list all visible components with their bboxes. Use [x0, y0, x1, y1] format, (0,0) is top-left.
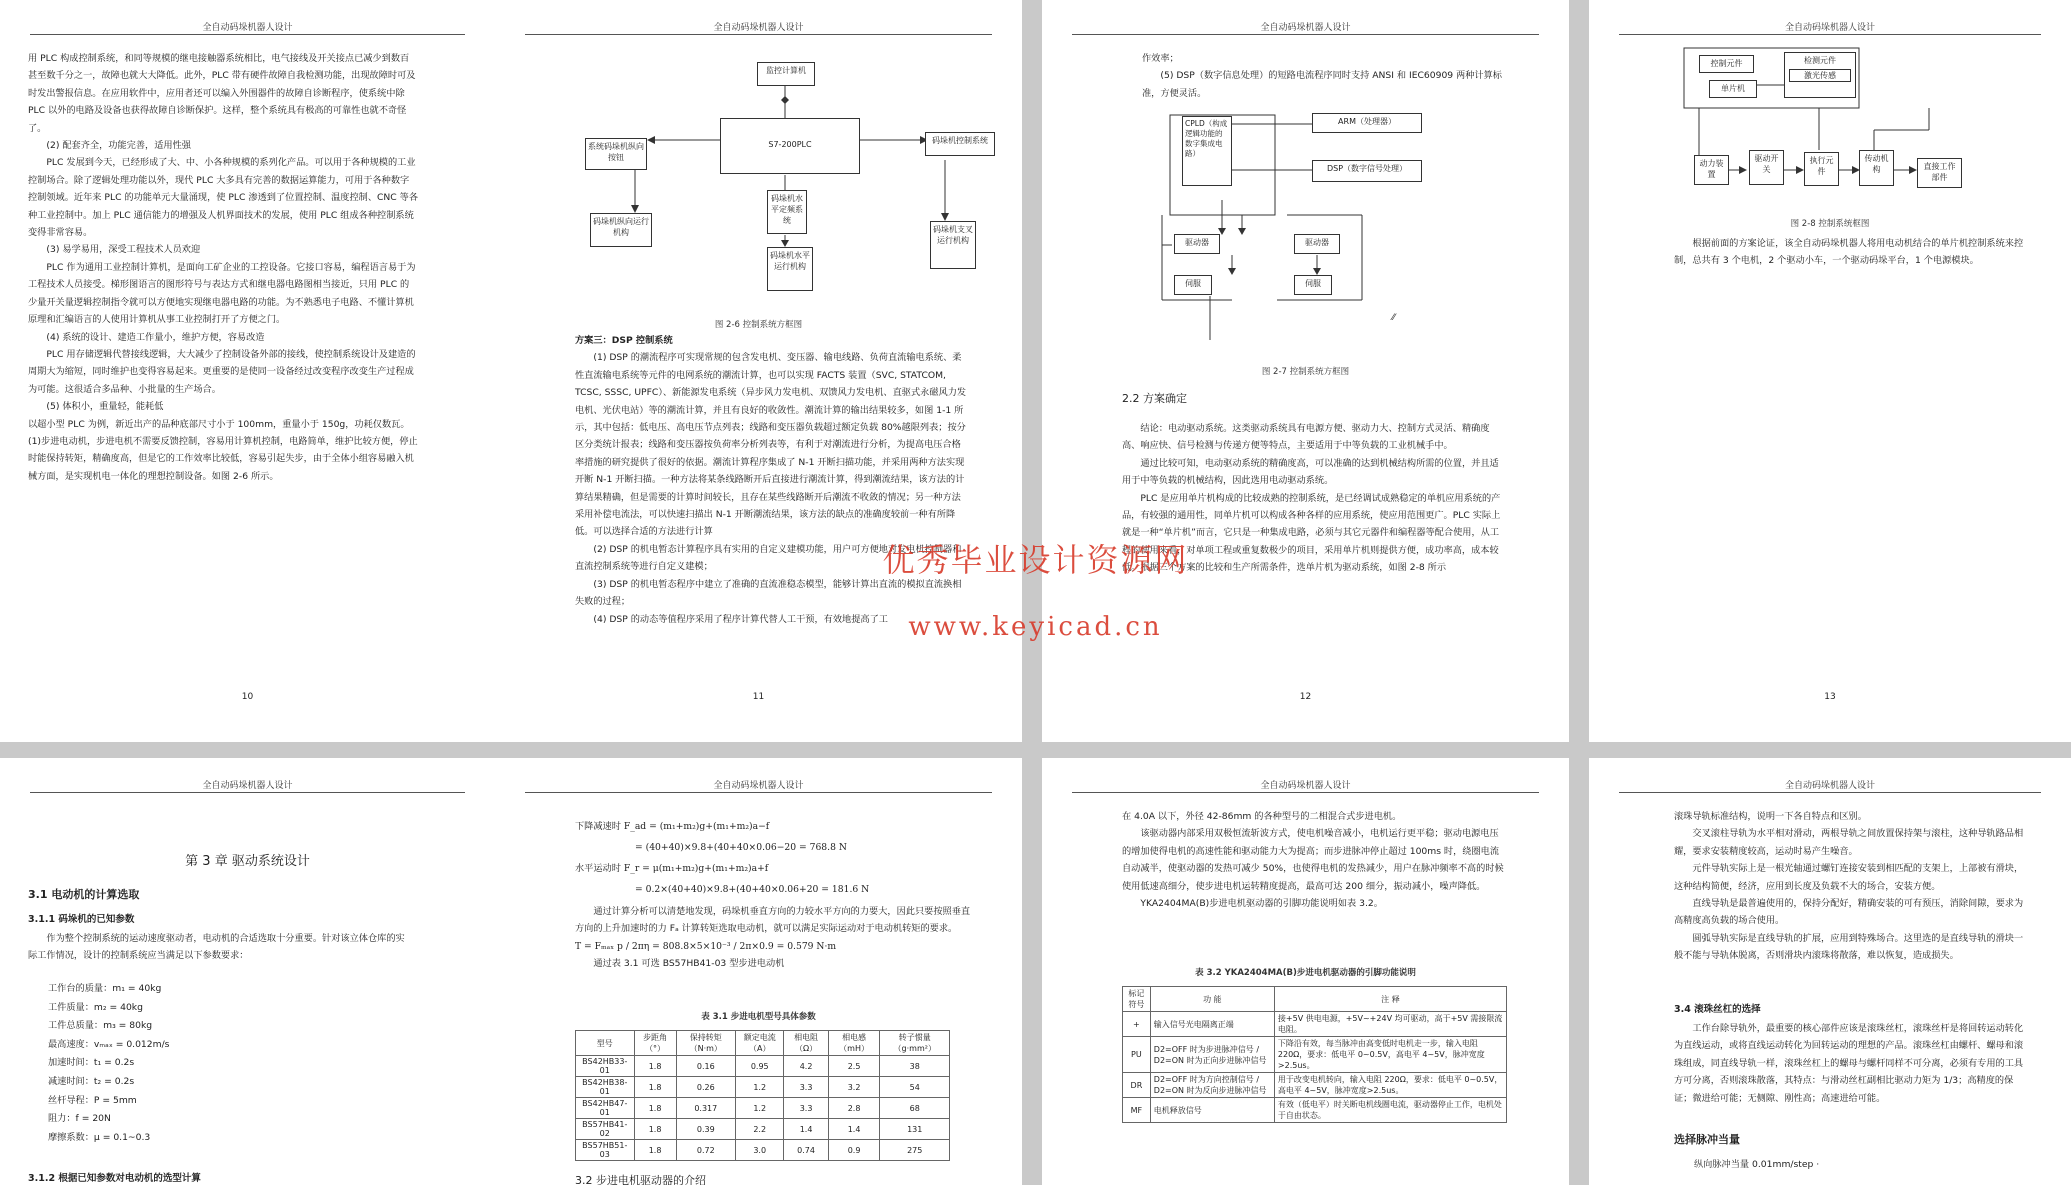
- table-cell: MF: [1123, 1098, 1151, 1123]
- table-cell: 3.3: [784, 1077, 828, 1098]
- table-cell: BS42HB38-01: [576, 1077, 635, 1098]
- paragraph: PLC 用存储逻辑代替接线逻辑，大大减少了控制设备外部的接线，使控制系统设计及建造的周期大为缩短，同时维护也变得容易起来。更重要的是使同一设备经过改变程序改变生产过程成为可能。这很适合多品种、小批量的生产场合。: [28, 348, 416, 395]
- parameter-item: 工作台的质量：m₁ = 40kg: [48, 983, 162, 994]
- table-header-cell: 标记符号: [1123, 987, 1151, 1012]
- svg-text:⁄⁄: ⁄⁄: [1392, 313, 1396, 323]
- page-number: 12: [1299, 692, 1312, 702]
- motor-spec-table: [575, 1030, 950, 1161]
- table-cell: 0.9: [828, 1140, 880, 1161]
- detect-element-box: [1784, 52, 1856, 98]
- table-cell: 275: [880, 1140, 950, 1161]
- cpld-box: CPLD（构成逻辑功能的数字集成电路）: [1182, 116, 1232, 186]
- section-heading: 3.2 步进电机驱动器的介绍: [575, 1174, 706, 1185]
- table-cell: 输入信号光电隔离正端: [1150, 1012, 1274, 1037]
- servo-2-box: 伺服: [1294, 275, 1332, 295]
- header-divider: [1072, 792, 1539, 793]
- table-cell: PU: [1123, 1037, 1151, 1073]
- table-cell: +: [1123, 1012, 1151, 1037]
- list-heading: (2) 配套齐全，功能完善，适用性强: [46, 140, 191, 152]
- table-cell: 131: [880, 1119, 950, 1140]
- horizontal-mechanism-box: 码垛机水平运行机构: [767, 247, 813, 291]
- page-17: [1589, 758, 2071, 1185]
- table-header-cell: 相电感（mH）: [828, 1031, 880, 1056]
- paragraph: (4) DSP 的动态等值程序采用了程序计算代替人工干预，有效地提高了工: [593, 613, 888, 625]
- formula: T = Fₘₐₓ p / 2πη = 808.8×5×10⁻³ / 2π×0.9 = 0.579 N·m: [575, 940, 837, 952]
- formula-block: [575, 816, 975, 900]
- table-header-cell: 保持转矩（N·m）: [676, 1031, 735, 1056]
- table-cell: BS42HB33-01: [576, 1056, 635, 1077]
- paragraph: 直线导轨是最普遍使用的，保持分配好，精确安装的可有预压，消除间隙，要求为高精度高负载的场合使用。: [1674, 898, 2024, 927]
- table-cell: 1.2: [735, 1098, 784, 1119]
- page-16: [1042, 758, 1569, 1185]
- mcu-diagram-lines: [1589, 0, 2071, 220]
- paragraph: (3) DSP 的机电暂态程序中建立了准确的直流准稳态模型，能够计算出直流的模拟直流换相失败的过程；: [575, 578, 962, 608]
- table-cell: 0.72: [676, 1140, 735, 1161]
- driver-1-box: 驱动器: [1174, 234, 1220, 254]
- table-cell: BS42HB47-01: [576, 1098, 635, 1119]
- figure-caption: 图 2-6 控制系统方框图: [714, 320, 803, 330]
- table-header-cell: 步距角（°）: [634, 1031, 676, 1056]
- watermark-text: 优秀毕业设计资源网: [882, 541, 1189, 579]
- page-17-body-2: [1674, 1020, 2029, 1107]
- watermark-url: www.keyicad.cn: [908, 612, 1163, 642]
- parameter-item: 摩擦系数：μ = 0.1~0.3: [48, 1131, 151, 1143]
- page-15-body: [575, 903, 975, 973]
- header-divider: [30, 34, 465, 35]
- parameter-item: 丝杆导程：P = 5mm: [48, 1094, 137, 1106]
- table-cell: 有效（低电平）时关断电机线圈电流，驱动器停止工作，电机处于自由状态。: [1274, 1098, 1506, 1123]
- page-17-body: [1674, 808, 2029, 965]
- table-cell: 1.2: [735, 1077, 784, 1098]
- table-cell: 用于改变电机转向，输入电阻 220Ω，要求：低电平 0~0.5V，高电平 4~5V，脉冲宽度>2.5us。: [1274, 1073, 1506, 1098]
- table-cell: 接+5V 供电电源，+5V~+24V 均可驱动，高于+5V 需接限流电阻。: [1274, 1012, 1506, 1037]
- transmission-box: 传动机构: [1859, 150, 1894, 186]
- page-header: 全自动码垛机器人设计: [202, 781, 293, 791]
- table-header-cell: 额定电流（A）: [735, 1031, 784, 1056]
- list-heading: (5) 体积小，重量轻，能耗低: [46, 401, 164, 413]
- page-header: 全自动码垛机器人设计: [713, 781, 804, 791]
- dsp-diagram-lines: [1042, 0, 1569, 360]
- paragraph: 作为整个控制系统的运动速度驱动者，电动机的合适选取十分重要。针对该立体仓库的实际工作情况，设计的控制系统应当满足以下参数要求：: [28, 933, 405, 962]
- table-cell: D2=OFF 时为步进脉冲信号 / D2=ON 时为正向步进脉冲信号: [1150, 1037, 1274, 1073]
- monitor-computer-box: 监控计算机: [757, 62, 815, 86]
- paragraph: 以超小型 PLC 为例，新近出产的品种底部尺寸小于 100mm，重量小于 150g，功耗仅数瓦。(1)步进电动机，步进电机不需要反馈控制，容易用计算机控制，电路简单，维护比较方便，停止时能保持转矩，精确度高，但是它的工作效率比较低，容易引起失步，由于全体小组容易融入机械方面，是实现机电一体化的理想控制设备。如图 2-6 所示。: [28, 418, 418, 482]
- paragraph: 结论：电动驱动系统。这类驱动系统具有电源方便、驱动力大、控制方式灵活、精确度高、响应快、信号检测与传递方便等特点，主要适用于中等负载的工业机械手中。: [1122, 423, 1490, 452]
- page-header: 全自动码垛机器人设计: [1784, 23, 1875, 33]
- page-header: 全自动码垛机器人设计: [1260, 781, 1351, 791]
- vertical-button-box: 系统码垛机纵向按钮: [585, 138, 647, 170]
- table-row: [1123, 1098, 1507, 1123]
- drive-switch-box: 驱动开关: [1749, 150, 1784, 185]
- chapter-title: 第 3 章 驱动系统设计: [185, 854, 310, 869]
- page-10-body: [28, 50, 418, 485]
- parameter-item: 阻力：f = 20N: [48, 1113, 111, 1125]
- paragraph: 该驱动器内部采用双极恒流斩波方式，使电机噪音减小，电机运行更平稳；驱动电源电压的增加使得电机的高速性能和驱动能力大为提高；而步进脉冲停止超过 100ms 时，绕圈电流自动减半，使驱动器的发热可减少 50%，也使得电机的发热减少，用户在脉冲频率不高的时候使用低速高细分，使步进电机运转精度提高，最高可达 200 细分，振动减小，噪声降低。: [1122, 828, 1504, 892]
- table-cell: 0.16: [676, 1056, 735, 1077]
- table-row: [576, 1077, 950, 1098]
- page-header: 全自动码垛机器人设计: [202, 23, 293, 33]
- header-divider: [1619, 792, 2041, 793]
- parameter-item: 减速时间：t₂ = 0.2s: [48, 1075, 135, 1087]
- table-cell: 1.8: [634, 1098, 676, 1119]
- table-caption: 表 3.2 YKA2404MA(B)步进电机驱动器的引脚功能说明: [1195, 968, 1416, 978]
- paragraph: 交叉滚柱导轨为水平相对滑动，两根导轨之间放置保持架与滚柱，这种导轨路品相耀，要求安装精度较高，运动时易产生噪音。: [1674, 828, 2024, 857]
- fork-mechanism-box: 码垛机支叉运行机构: [930, 221, 976, 269]
- section-heading: 2.2 方案确定: [1122, 392, 1187, 405]
- actuator-box: 执行元件: [1804, 152, 1839, 186]
- parameter-item: 最高速度：vₘₐₓ = 0.012m/s: [48, 1038, 170, 1050]
- section-heading: 3.4 滚珠丝杠的选择: [1674, 1004, 1761, 1015]
- paragraph: 在 4.0A 以下，外径 42-86mm 的各种型号的二相混合式步进电机。: [1122, 811, 1402, 822]
- vertical-mechanism-box: 码垛机纵向运行机构: [590, 213, 652, 247]
- table-row: [576, 1056, 950, 1077]
- table-cell: 54: [880, 1077, 950, 1098]
- page-14-body: [28, 930, 408, 965]
- table-cell: 2.5: [828, 1056, 880, 1077]
- detect-label: 检测元件: [1804, 56, 1836, 65]
- page-header: 全自动码垛机器人设计: [1784, 781, 1875, 791]
- table-cell: 2.8: [828, 1098, 880, 1119]
- table-row: [1123, 1073, 1507, 1098]
- table-cell: 4.2: [784, 1056, 828, 1077]
- section-heading: 选择脉冲当量: [1674, 1133, 1740, 1146]
- page-16-body: [1122, 808, 1507, 912]
- sensor-label: 激光传感: [1789, 69, 1851, 82]
- table-header-row: [1123, 987, 1507, 1012]
- paragraph: YKA2404MA(B)步进电机驱动器的引脚功能说明如表 3.2。: [1140, 898, 1383, 910]
- formula: 下降减速时 F_ad = (m₁+m₂)g+(m₁+m₂)a−f: [575, 821, 770, 832]
- paragraph: 圆弧导轨实际是直线导轨的扩展，应用到特殊场合。这里选的是直线导轨的滑块一般不能与导轨体脱离，否则滑块内滚珠将散落，难以恢复，造成损失。: [1674, 932, 2024, 962]
- horizontal-freq-box: 码垛机水平定频系统: [767, 190, 807, 234]
- table-cell: 电机释放信号: [1150, 1098, 1274, 1123]
- paragraph: 通过计算分析可以清楚地发现，码垛机垂直方向的力较水平方向的力要大，因此只要按照垂直方向的上升加速时的力 Fₐ 计算转矩选取电动机，就可以满足实际运动对于电动机转矩的要求。: [575, 906, 971, 935]
- stacker-control-box: 码垛机控制系统: [925, 132, 995, 156]
- parameter-item: 加速时间：t₁ = 0.2s: [48, 1057, 135, 1069]
- table-cell: 0.317: [676, 1098, 735, 1119]
- page-number: 13: [1824, 692, 1836, 702]
- paragraph: PLC 作为通用工业控制计算机，是面向工矿企业的工控设备。它接口容易，编程语言易于为工程技术人员接受。梯形图语言的图形符号与表达方式和继电器电路图相当接近，只用 PLC 的少量开关量逻辑控制指令就可以方便地实现继电器电路的功能。为不熟悉电子电路、不懂计算机原理和汇编语言的人使用计算机从事工业控制打开了方便之门。: [28, 261, 416, 326]
- table-header-cell: 注 释: [1274, 987, 1506, 1012]
- table-cell: 0.26: [676, 1077, 735, 1098]
- table-cell: 0.74: [784, 1140, 828, 1161]
- formula: = 0.2×(40+40)×9.8+(40+40×0.06+20 = 181.6 N: [635, 884, 870, 895]
- control-element-box: 控制元件: [1699, 55, 1754, 73]
- paragraph: 作效率；: [1142, 53, 1179, 64]
- table-cell: 38: [880, 1056, 950, 1077]
- table-cell: BS57HB51-03: [576, 1140, 635, 1161]
- table-caption: 表 3.1 步进电机型号具体参数: [701, 1012, 816, 1022]
- table-row: [576, 1119, 950, 1140]
- table-row: [1123, 1037, 1507, 1073]
- header-divider: [525, 792, 992, 793]
- page-11-body: [575, 332, 970, 628]
- plc-box: S7-200PLC: [720, 118, 860, 174]
- table-cell: BS57HB41-02: [576, 1119, 635, 1140]
- paragraph: 用 PLC 构成控制系统，和同等规模的继电接触器系统相比，电气接线及开关接点已减少到数百甚至数千分之一，故障也就大大降低。此外，PLC 带有硬件故障自我检测功能，出现故障时可及时发出警报信息。在应用软件中，应用者还可以编入外围器件的故障自诊断程序，使系统中除 PLC 以外的电路及设备也获得故障自诊断保护。这样，整个系统具有极高的可靠性也就不奇怪了。: [28, 53, 416, 134]
- arm-box: ARM（处理器）: [1312, 113, 1422, 133]
- table-cell: 3.2: [828, 1077, 880, 1098]
- table-cell: 下降沿有效，每当脉冲由高变低时电机走一步，输入电阻 220Ω，要求：低电平 0~0.5V，高电平 4~5V，脉冲宽度>2.5us。: [1274, 1037, 1506, 1073]
- page-15: [495, 758, 1022, 1185]
- table-header-row: [576, 1031, 950, 1056]
- table-row: [576, 1098, 950, 1119]
- table-cell: 1.8: [634, 1140, 676, 1161]
- parameter-item: 工件总质量：m₃ = 80kg: [48, 1020, 153, 1032]
- table-cell: 3.3: [784, 1098, 828, 1119]
- table-cell: DR: [1123, 1073, 1151, 1098]
- subsection-heading: 3.1.1 码垛机的已知参数: [28, 914, 135, 925]
- page-number: 10: [241, 692, 254, 702]
- parameter-item: 工件质量：m₂ = 40kg: [48, 1001, 143, 1013]
- formula: 水平运动时 F_r = μ(m₁+m₂)g+(m₁+m₂)a+f: [575, 863, 769, 874]
- table-header-cell: 相电阻（Ω）: [784, 1031, 828, 1056]
- paragraph: (5) DSP（数字信息处理）的短路电流程序同时支持 ANSI 和 IEC60909 两种计算标准，方便灵活。: [1142, 70, 1502, 99]
- paragraph: 通过比较可知，电动驱动系统的精确度高，可以准确的达到机械结构所需的位置，并且适用于中等负载的机械结构，因此选用电动驱动系统。: [1122, 457, 1499, 487]
- header-divider: [30, 792, 465, 793]
- table-cell: 2.2: [735, 1119, 784, 1140]
- figure-caption: 图 2-7 控制系统方框图: [1261, 367, 1350, 377]
- page-14: [0, 758, 495, 1185]
- formula: = (40+40)×9.8+(40+40×0.06−20 = 768.8 N: [635, 842, 847, 853]
- work-part-box: 直接工作部件: [1917, 158, 1962, 188]
- table-header-cell: 功 能: [1150, 987, 1274, 1012]
- dsp-box: DSP（数字信号处理）: [1312, 160, 1422, 182]
- table-row: [576, 1140, 950, 1161]
- pulse-equivalent: 纵向脉冲当量 0.01mm/step ·: [1694, 1159, 1820, 1170]
- pin-function-table: [1122, 986, 1507, 1123]
- paragraph: PLC 是应用单片机构成的比较成熟的控制系统，是已经调试成熟稳定的单机应用系统的产品，有较强的通用性，同单片机可以构成各种各样的应用系统，使应用范围更广。PLC 实际上就是一种“单片机”而言，它只是一种集成电路，必须与其它元器件和编程器等配合使用，从工程的使用来看，对单项工程或重复数极少的项目，采用单片机则提供方便，成功率高，成本较低。根据三个方案的比较和生产所需条件，选单片机为驱动系统，如图 2-8 所示: [1122, 492, 1501, 574]
- driver-2-box: 驱动器: [1294, 234, 1340, 254]
- parameter-list: [48, 980, 348, 1147]
- paragraph: (2) DSP 的机电暂态计算程序具有实用的自定义建模功能，用户可方便地对发电机控制器和直流控制系统等进行自定义建模；: [575, 543, 962, 573]
- table-row: [1123, 1012, 1507, 1037]
- list-heading: (4) 系统的设计、建造工作量小，维护方便，容易改造: [46, 331, 265, 343]
- table-cell: D2=OFF 时为方向控制信号 / D2=ON 时为反向步进脉冲信号: [1150, 1073, 1274, 1098]
- table-cell: 0.39: [676, 1119, 735, 1140]
- servo-1-box: 伺服: [1174, 275, 1212, 295]
- mcu-box: 单片机: [1709, 80, 1757, 98]
- subsection-heading: 3.1.2 根据已知参数对电动机的选型计算: [28, 1173, 201, 1184]
- table-cell: 1.4: [828, 1119, 880, 1140]
- section-heading: 方案三：DSP 控制系统: [575, 335, 673, 346]
- paragraph: PLC 发展到今天，已经形成了大、中、小各种规模的系列化产品。可以用于各种规模的工业控制场合。除了逻辑处理功能以外，现代 PLC 大多具有完善的数据运算能力，可用于各种数字控制领域。近年来 PLC 的功能单元大量涌现，使 PLC 渗透到了位置控制、温度控制、CNC 等各种工业控制中。加上 PLC 通信能力的增强及人机界面技术的发展，使用 PLC 组成各种控制系统变得非常容易。: [28, 157, 419, 239]
- paragraph: 通过表 3.1 可选 BS57HB41-03 型步进电动机: [593, 958, 785, 970]
- table-cell: 1.4: [784, 1119, 828, 1140]
- paragraph: 滚珠导轨标准结构，说明一下各自特点和区别。: [1674, 811, 1867, 822]
- table-cell: 68: [880, 1098, 950, 1119]
- table-header-cell: 型号: [576, 1031, 635, 1056]
- page-13-body: [1674, 235, 2029, 270]
- table-cell: 1.8: [634, 1077, 676, 1098]
- paragraph: 根据前面的方案论证，该全自动码垛机器人将用电动机结合的单片机控制系统来控制，总共有 3 个电机，2 个驱动小车，一个驱动码垛平台，1 个电源模块。: [1674, 238, 2024, 267]
- page-header: 全自动码垛机器人设计: [1260, 23, 1351, 33]
- figure-caption: 图 2-8 控制系统框图: [1790, 219, 1870, 229]
- list-heading: (3) 易学易用，深受工程技术人员欢迎: [46, 244, 201, 256]
- table-cell: 1.8: [634, 1119, 676, 1140]
- page-number: 11: [752, 692, 765, 702]
- paragraph: (1) DSP 的潮流程序可实现常规的包含发电机、变压器、输电线路、负荷直流输电系统、柔性直流输电系统等元件的电网系统的潮流计算，也可以实现 FACTS 装置（SVC, STATCOM, TCSC, SSSC, UPFC）、新能源发电系统（异步风力发电机、双馈风力发电机、直驱式永磁风力发电机、光伏电站）等的潮流计算，并且有良好的收敛性。潮流计算的输出结果较多，如图 1-1 所示，其中包括：低电压、高电压节点列表；线路和变压器负载超过额定负载 80%越限列表；按分区分类统计报表；线路和变压器按负荷率分析列表等，有利于对潮流进行分析，为提高电压合格率措施的研究提供了很好的依据。潮流计算程序集成了 N-1 开断扫描功能，并采用两种方法实现开断 N-1 开断扫描。一种方法将某条线路断开后直接进行潮流计算，得到潮流结果，该方法的计算结果精确，但是需要的计算时间较长，且存在某些线路断开后潮流不收敛的情况；另一种方法采用补偿电流法，可以快速扫描出 N-1 开断潮流结果，该方法的缺点的准确度较前一种有所降低。可以选择合适的方法进行计算: [575, 352, 967, 538]
- table-cell: 0.95: [735, 1056, 784, 1077]
- paragraph: 元件导轨实际上是一根光轴通过螺钉连接安装到相匹配的支架上，上部被有滑块，这种结构简便，经济，应用到长度及负载不大的场合，安装方便。: [1674, 863, 2024, 892]
- table-cell: 3.0: [735, 1140, 784, 1161]
- section-heading: 3.1 电动机的计算选取: [28, 888, 140, 901]
- paragraph: 工作台除导轨外，最重要的核心部件应该是滚珠丝杠，滚珠丝杆是将回转运动转化为直线运动，或将直线运动转化为回转运动的理想的产品。滚珠丝杠由螺杆、螺母和滚珠组成，同直线导轨一样，滚珠丝杠上的螺母与螺杆同样不可分离，必须有专用的工具方可分离，否则滚珠散落，其特点：与滑动丝杠副相比驱动力矩为 1/3；高精度的保证；微进给可能；无侧隙、刚性高；高速进给可能。: [1674, 1023, 2024, 1104]
- page-header: 全自动码垛机器人设计: [713, 23, 804, 33]
- table-cell: 1.8: [634, 1056, 676, 1077]
- power-device-box: 动力装置: [1694, 155, 1729, 185]
- table-header-cell: 转子惯量（g·mm²）: [880, 1031, 950, 1056]
